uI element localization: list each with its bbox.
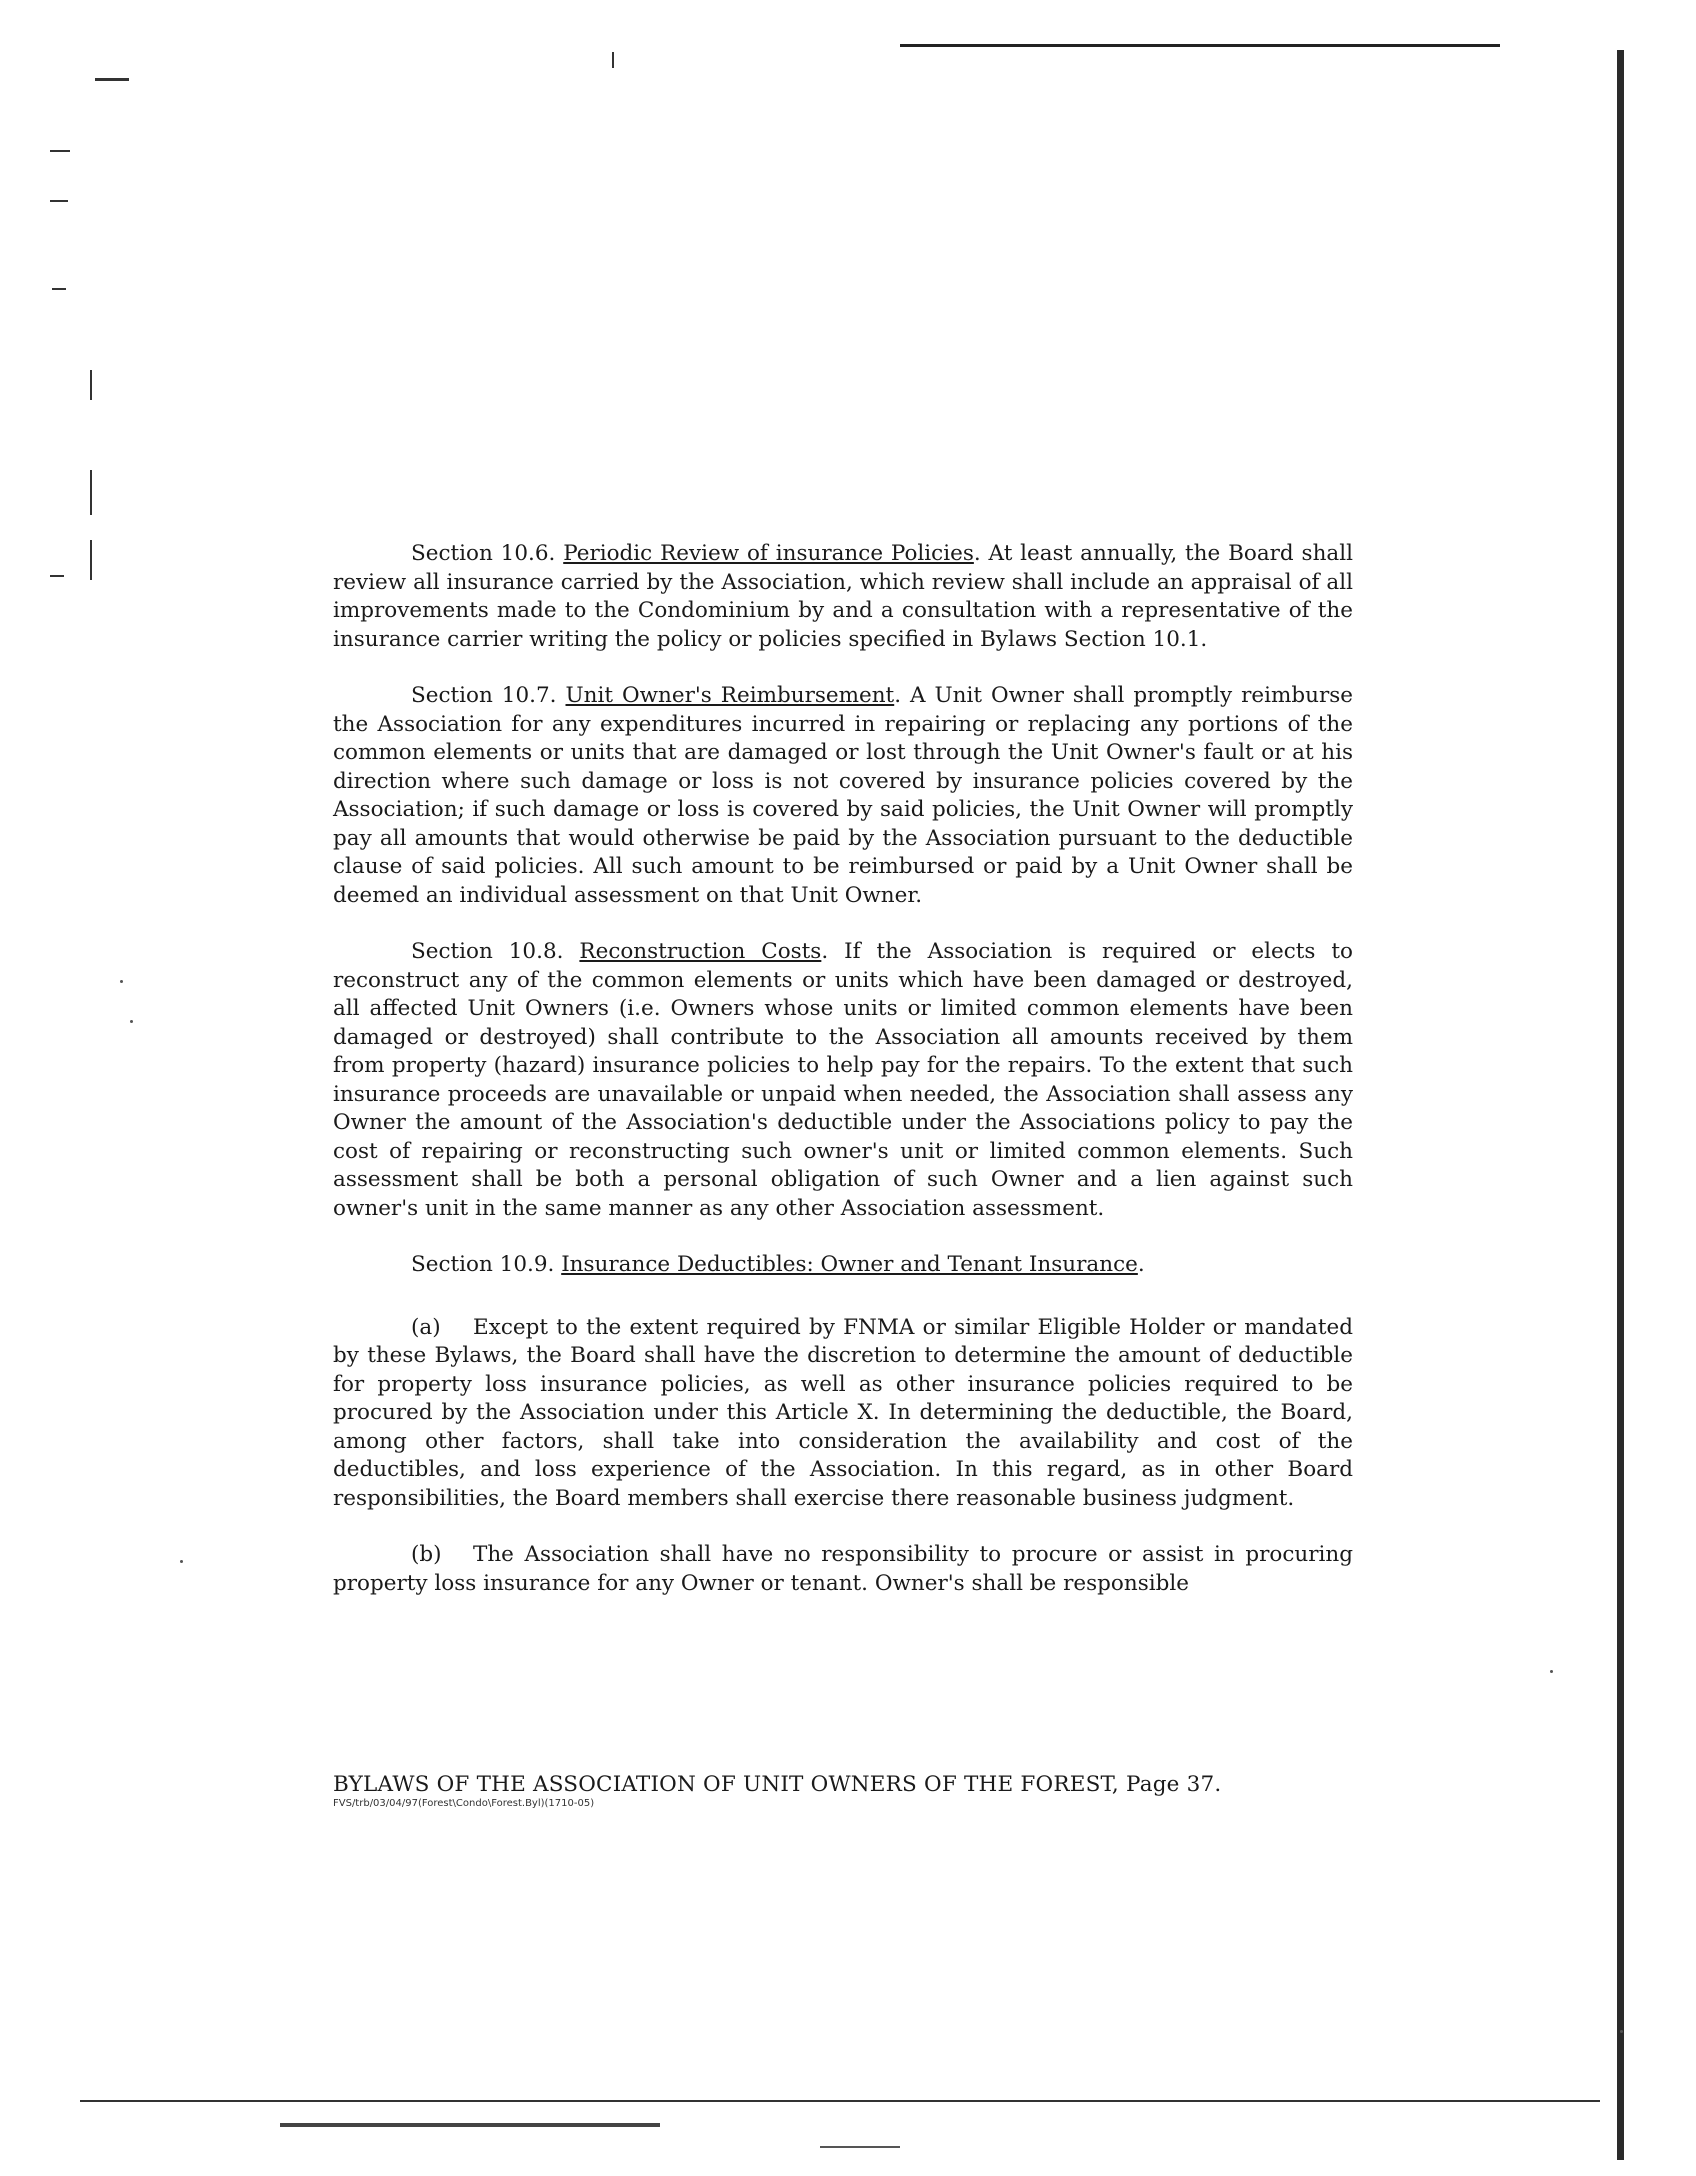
scan-speck <box>130 1020 133 1023</box>
scan-speck <box>180 1560 183 1563</box>
section-body: A Unit Owner shall promptly reimburse the Association for any expenditures incurred in repairing or replacing any portions of the common elements or units that are damaged or lost through the Unit Owner's fault or at his direction where such damage or loss is not covered by insurance policies covered by the Association; if such damage or loss is covered by said policies, the Unit Owner will promptly pay all amounts that would otherwise be paid by the Association pursuant to the deductible clause of said policies. All such amount to be reimbursed or paid by a Unit Owner shall be deemed an individual assessment on that Unit Owner. <box>333 683 1354 908</box>
scan-mark <box>90 470 92 515</box>
section-title: Reconstruction Costs <box>579 939 822 964</box>
scan-mark <box>90 370 92 400</box>
scan-mark <box>50 150 70 152</box>
scan-edge-right <box>1617 50 1624 2160</box>
subsection-text: The Association shall have no responsibility to procure or assist in procuring property loss insurance for any Owner or tenant. Owner's shall be responsible <box>333 1542 1353 1596</box>
scan-rule-bottom <box>80 2100 1600 2102</box>
scan-mark <box>612 52 614 68</box>
section-10-9-heading: Section 10.9. Insurance Deductibles: Owner and Tenant Insurance. <box>411 1252 1145 1277</box>
footer-file-code: FVS/trb/03/04/97(Forest\Condo\Forest.Byl)(1710-05) <box>333 1798 595 1809</box>
section-body: If the Association is required or elects to reconstruct any of the common elements or units which have been damaged or destroyed, all affected Unit Owners (i.e. Owners whose units or limited common elements have been damaged or destroyed) shall contribute to the Association all amounts received by them from property (hazard) insurance policies to help pay for the repairs. To the extent that such insurance proceeds are unavailable or unpaid when needed, the Association shall assess any Owner the amount of the Association's deductible under the Associations policy to pay the cost of repairing or reconstructing such owner's unit or limited common elements. Such assessment shall be both a personal obligation of such Owner and a lien against such owner's unit in the same manner as any other Association assessment. <box>333 939 1353 1221</box>
section-number: Section 10.7. <box>411 683 557 708</box>
subsection-text: Except to the extent required by FNMA or similar Eligible Holder or mandated by these Bylaws, the Board shall have the discretion to determine the amount of deductible for property loss insurance policies, as well as other insurance policies required to be procured by the Association under this Article X. In determining the deductible, the Board, among other factors, shall take into consideration the availability and cost of the deductibles, and loss experience of the Association. In this regard, as in other Board responsibilities, the Board members shall exercise there reasonable business judgment. <box>333 1314 1353 1511</box>
section-number: Section 10.8. <box>411 939 564 964</box>
scan-rule-top <box>900 44 1500 47</box>
scan-mark <box>95 78 129 81</box>
scan-mark <box>50 200 68 202</box>
section-10-8: Section 10.8. Reconstruction Costs. If the Association is required or elects to reconstruct any of the common elements or units which have been damaged or destroyed, all affected Unit Owners (i.e. Owners whose units or limited common elements have been damaged or destroyed) shall contribute to the Association all amounts received by them from property (hazard) insurance policies to help pay for the repairs. To the extent that such insurance proceeds are unavailable or unpaid when needed, the Association shall assess any Owner the amount of the Association's deductible under the Associations policy to pay the cost of repairing or reconstructing such owner's unit or limited common elements. Such assessment shall be both a personal obligation of such Owner and a lien against such owner's unit in the same manner as any other Association assessment. <box>333 939 1353 1221</box>
section-number: Section 10.9. <box>411 1252 555 1277</box>
section-number: Section 10.6. <box>411 541 556 566</box>
scan-speck <box>120 980 123 983</box>
scan-mark <box>52 288 66 290</box>
subsection-label: (b) <box>411 1542 442 1567</box>
scan-mark <box>50 575 64 577</box>
scan-rule-bottom-tiny <box>820 2146 900 2148</box>
scan-speck <box>1620 2030 1623 2033</box>
footer-title: BYLAWS OF THE ASSOCIATION OF UNIT OWNERS OF THE FOREST, Page 37. <box>333 1772 1222 1797</box>
section-title: Insurance Deductibles: Owner and Tenant Insurance <box>561 1252 1138 1277</box>
section-title: Periodic Review of insurance Policies <box>563 541 974 566</box>
subsection-b <box>333 1541 1353 1598</box>
scan-rule-bottom-short <box>280 2123 660 2127</box>
section-title: Unit Owner's Reimbursement <box>565 683 895 708</box>
section-10-7: Section 10.7. Unit Owner's Reimbursement. A Unit Owner shall promptly reimburse the Association for any expenditures incurred in repairing or replacing any portions of the common elements or units that are damaged or lost through the Unit Owner's fault or at his direction where such damage or loss is not covered by insurance policies covered by the Association; if such damage or loss is covered by said policies, the Unit Owner will promptly pay all amounts that would otherwise be paid by the Association pursuant to the deductible clause of said policies. All such amount to be reimbursed or paid by a Unit Owner shall be deemed an individual assessment on that Unit Owner. <box>333 683 1354 908</box>
subsection-a <box>333 1314 1353 1514</box>
section-body: At least annually, the Board shall review all insurance carried by the Association, which review shall include an appraisal of all improvements made to the Condominium by and a consultation with a representative of the insurance carrier writing the policy or policies specified in Bylaws Section 10.1. <box>333 541 1353 652</box>
section-10-6: Section 10.6. Periodic Review of insurance Policies. At least annually, the Board shall review all insurance carried by the Association, which review shall include an appraisal of all improvements made to the Condominium by and a consultation with a representative of the insurance carrier writing the policy or policies specified in Bylaws Section 10.1. <box>333 541 1353 652</box>
scan-mark <box>90 540 92 580</box>
subsection-label: (a) <box>411 1314 441 1340</box>
page-footer <box>333 1772 1333 1809</box>
document-body <box>333 540 1353 1626</box>
scan-speck <box>1550 1670 1553 1673</box>
